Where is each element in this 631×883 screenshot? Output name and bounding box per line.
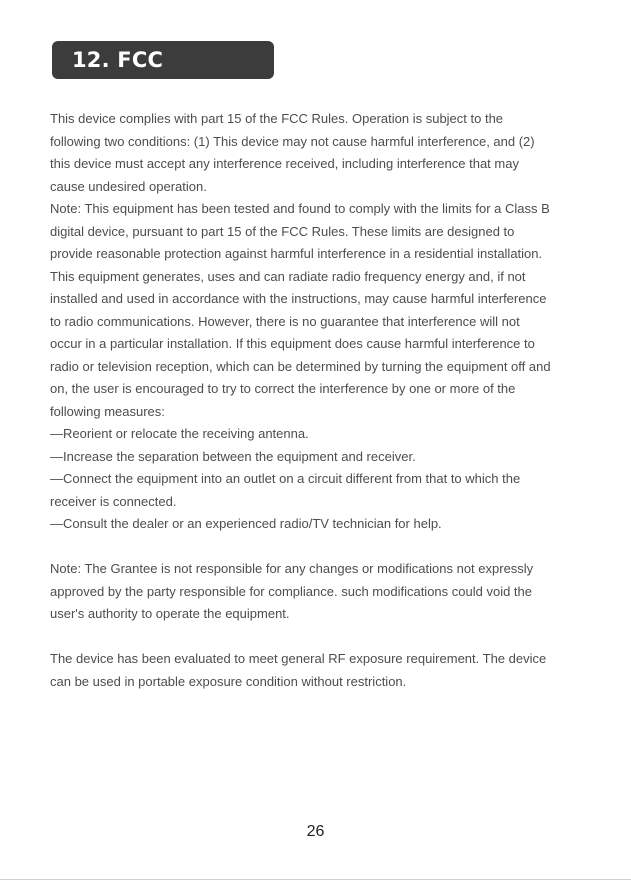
- paragraph-rf-exposure: [50, 648, 585, 693]
- text-line: provide reasonable protection against harmful interference in a residential installation.: [50, 246, 543, 261]
- measure-item: —Connect the equipment into an outlet on a circuit different from that to which the: [50, 471, 521, 486]
- text-line: user's authority to operate the equipment.: [50, 606, 290, 621]
- body-text: [50, 108, 585, 693]
- paragraph-spacer: [50, 626, 585, 649]
- text-line: can be used in portable exposure condition without restriction.: [50, 673, 407, 689]
- paragraph-fcc-rules: [50, 108, 585, 536]
- text-line: following measures:: [50, 403, 165, 419]
- text-line: digital device, pursuant to part 15 of the FCC Rules. These limits are designed to: [50, 223, 515, 239]
- page-number: 26: [306, 823, 325, 840]
- text-line: radio or television reception, which can be determined by turning the equipment off and: [50, 358, 551, 374]
- text-line: This equipment generates, uses and can radiate radio frequency energy and, if not: [50, 268, 526, 284]
- measure-item: receiver is connected.: [50, 493, 177, 509]
- text-line: This device complies with part 15 of the FCC Rules. Operation is subject to the: [50, 111, 504, 126]
- text-line: cause undesired operation.: [50, 178, 207, 194]
- text-line: approved by the party responsible for compliance. such modifications could void the: [50, 583, 532, 599]
- text-line: following two conditions: (1) This device may not cause harmful interference, and (2): [50, 133, 535, 149]
- paragraph-grantee-note: [50, 558, 585, 626]
- text-line: Note: This equipment has been tested and found to comply with the limits for a Class B: [50, 201, 550, 216]
- text-line: The device has been evaluated to meet general RF exposure requirement. The device: [50, 651, 547, 666]
- text-line: to radio communications. However, there is no guarantee that interference will not: [50, 313, 520, 329]
- text-line: Note: The Grantee is not responsible for any changes or modifications not expressly: [50, 561, 534, 576]
- bottom-divider: [0, 879, 631, 880]
- section-heading: 12. FCC WARNING: [52, 41, 274, 79]
- text-line: on, the user is encouraged to try to correct the interference by one or more of the: [50, 381, 516, 396]
- text-line: installed and used in accordance with the instructions, may cause harmful interference: [50, 291, 547, 306]
- measure-item: —Consult the dealer or an experienced radio/TV technician for help.: [50, 516, 442, 531]
- text-line: this device must accept any interference received, including interference that may: [50, 156, 519, 171]
- paragraph-spacer: [50, 536, 585, 559]
- text-line: occur in a particular installation. If this equipment does cause harmful interference to: [50, 336, 535, 351]
- measure-item: —Increase the separation between the equipment and receiver.: [50, 448, 416, 464]
- measure-item: —Reorient or relocate the receiving antenna.: [50, 426, 309, 441]
